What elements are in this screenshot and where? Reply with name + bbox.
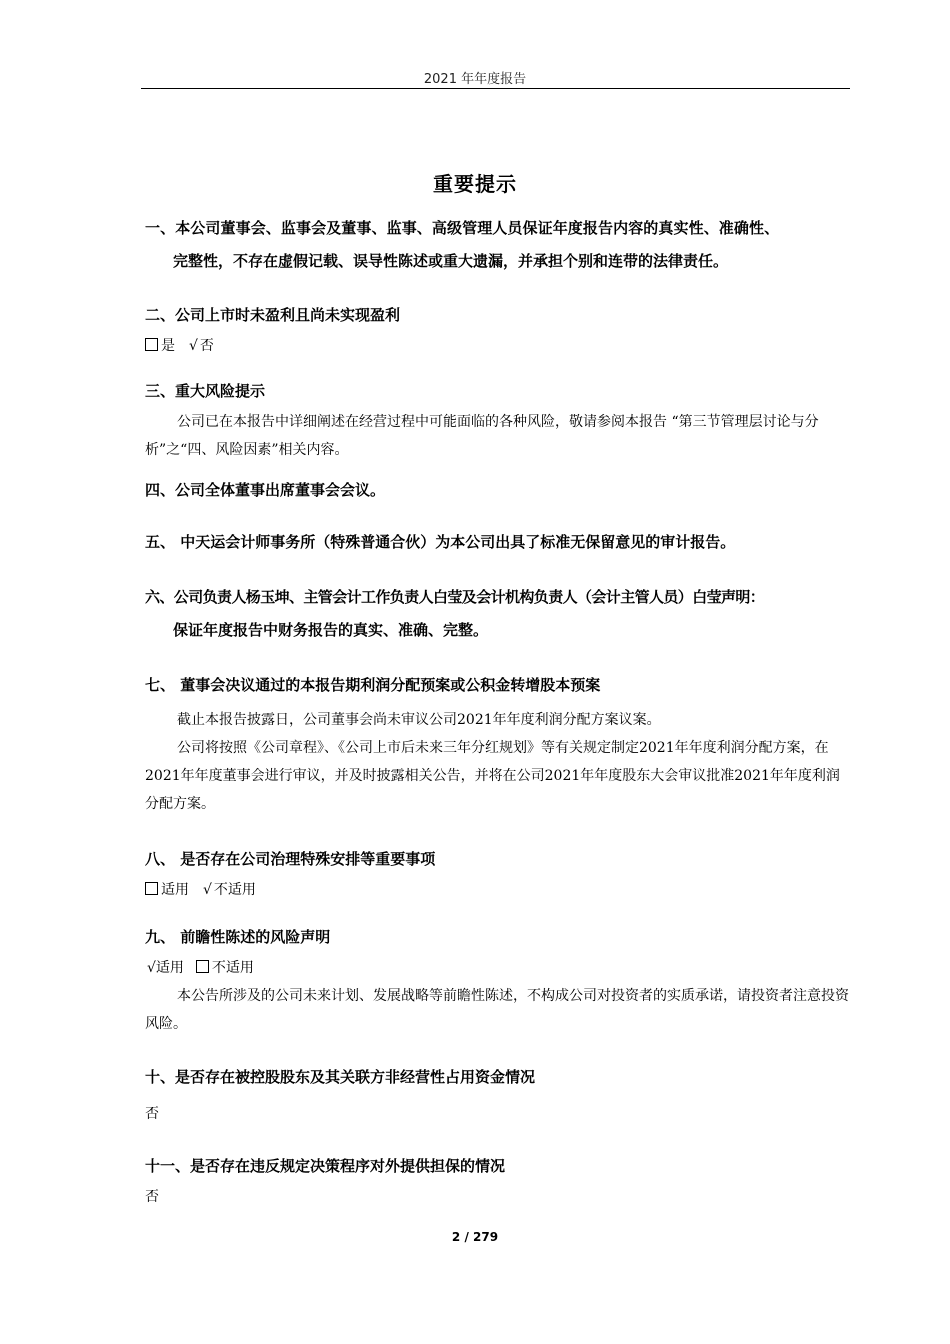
option-no-label: 否 xyxy=(199,338,214,354)
section-7-paragraph-1: 截止本报告披露日，公司董事会尚未审议公司2021年年度利润分配方案议案。 xyxy=(177,712,661,728)
section-2-heading: 二、公司上市时未盈利且尚未实现盈利 xyxy=(145,306,401,324)
section-11 xyxy=(145,1150,850,1211)
option-not-applicable-label: 不适用 xyxy=(213,882,256,898)
section-11-answer: 否 xyxy=(145,1189,159,1205)
section-6-line-2: 保证年度报告中财务报告的真实、准确、完整。 xyxy=(173,621,489,639)
page-title: 重要提示 xyxy=(433,172,517,196)
option-not-applicable-label: 不适用 xyxy=(211,960,254,976)
checkmark-icon: √ xyxy=(189,338,198,354)
section-8-heading: 八、 是否存在公司治理特殊安排等重要事项 xyxy=(145,850,436,868)
section-11-heading: 十一、是否存在违反规定决策程序对外提供担保的情况 xyxy=(145,1157,506,1175)
section-9-heading: 九、 前瞻性陈述的风险声明 xyxy=(145,928,331,946)
section-9-paragraph: 本公告所涉及的公司未来计划、发展战略等前瞻性陈述，不构成公司对投资者的实质承诺，请投资者注意投资风险。 xyxy=(145,988,849,1032)
section-3 xyxy=(145,375,850,464)
checkbox-unchecked-icon xyxy=(145,338,158,351)
section-5 xyxy=(145,526,850,559)
report-header-title: 2021 年年度报告 xyxy=(423,72,527,87)
section-5-heading: 五、 中天运会计师事务所（特殊普通合伙）为本公司出具了标准无保留意见的审计报告。 xyxy=(145,533,736,551)
section-2-options xyxy=(145,332,850,360)
header-divider xyxy=(141,88,850,89)
section-10 xyxy=(145,1061,850,1128)
checkbox-unchecked-icon xyxy=(196,960,209,973)
section-1-line-1: 一、本公司董事会、监事会及董事、监事、高级管理人员保证年度报告内容的真实性、准确性、 xyxy=(145,219,780,237)
section-6 xyxy=(145,581,850,647)
section-1 xyxy=(145,212,850,278)
section-4-heading: 四、公司全体董事出席董事会会议。 xyxy=(145,481,386,499)
section-4 xyxy=(145,474,850,507)
section-10-answer: 否 xyxy=(145,1106,159,1122)
option-applicable-label: 适用 xyxy=(155,960,184,976)
option-yes-label: 是 xyxy=(161,338,175,354)
section-2 xyxy=(145,299,850,360)
section-7 xyxy=(145,669,850,818)
page-number: 2 / 279 xyxy=(451,1230,499,1244)
checkmark-icon: √ xyxy=(203,882,212,898)
section-8-options xyxy=(145,876,850,904)
section-7-heading: 七、 董事会决议通过的本报告期利润分配预案或公积金转增股本预案 xyxy=(145,676,601,694)
section-1-line-2: 完整性，不存在虚假记载、误导性陈述或重大遗漏，并承担个别和连带的法律责任。 xyxy=(173,252,729,270)
section-9-options xyxy=(145,954,850,982)
section-10-heading: 十、是否存在被控股股东及其关联方非经营性占用资金情况 xyxy=(145,1068,536,1086)
section-9 xyxy=(145,921,850,1038)
section-3-paragraph: 公司已在本报告中详细阐述在经营过程中可能面临的各种风险，敬请参阅本报告 “第三节管理层讨论与分析”之“四、风险因素”相关内容。 xyxy=(145,414,819,458)
section-6-line-1: 六、公司负责人杨玉坤、主管会计工作负责人白莹及会计机构负责人（会计主管人员）白莹声明： xyxy=(145,588,765,606)
option-applicable-label: 适用 xyxy=(161,882,189,898)
section-3-heading: 三、重大风险提示 xyxy=(145,382,266,400)
checkbox-unchecked-icon xyxy=(145,882,158,895)
section-7-paragraph-2: 公司将按照《公司章程》、《公司上市后未来三年分红规划》等有关规定制定2021年年度利润分配方案，在2021年年度董事会进行审议，并及时披露相关公告，并将在公司2021年年度股东大会审议批准2021年年度利润分配方案。 xyxy=(145,740,840,812)
section-8 xyxy=(145,843,850,904)
checkmark-icon: √ xyxy=(147,960,156,976)
